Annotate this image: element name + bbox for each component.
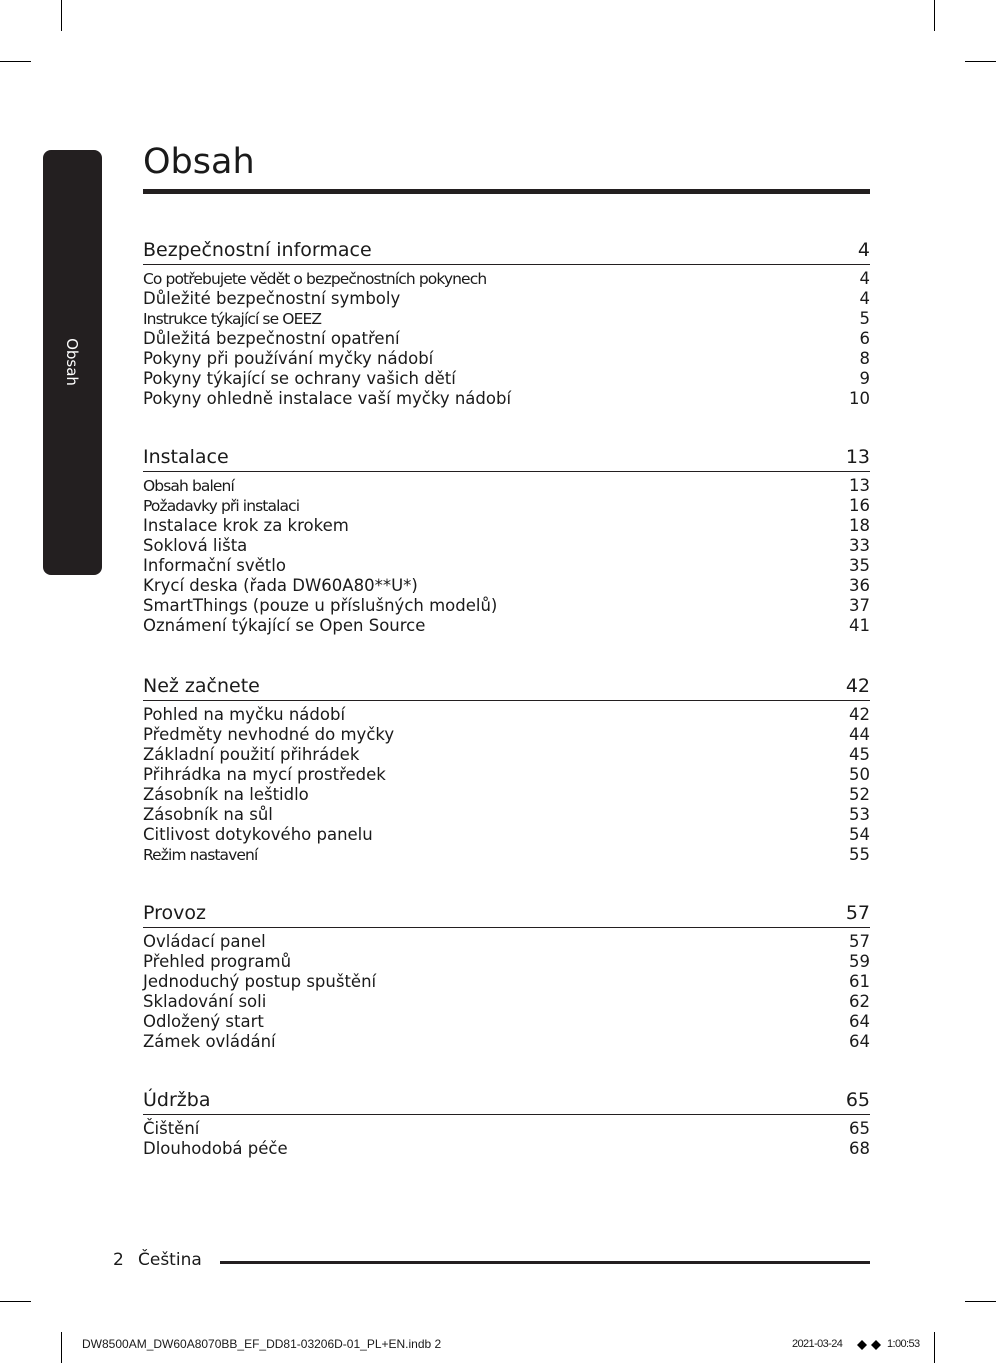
toc-entry[interactable] [143,745,870,765]
toc-section-heading[interactable] [143,899,870,928]
toc-section-title: Než začnete [143,675,260,697]
toc-entry[interactable] [143,765,870,785]
toc-entry-page: 65 [849,1119,870,1138]
toc-entry-page: 9 [859,369,870,388]
toc-entry-title: Základní použití přihrádek [143,745,360,764]
toc-entry-title: Zásobník na leštidlo [143,785,309,804]
toc-section-heading[interactable] [143,443,870,472]
toc-entry-title: Jednoduchý postup spuštění [143,972,377,991]
toc-entry-page: 35 [849,556,870,575]
toc-section [143,443,870,636]
toc-entry-title: Zásobník na sůl [143,805,273,824]
toc-entry-title: Oznámení týkající se Open Source [143,616,426,635]
toc-entry-title: Co potřebujete vědět o bezpečnostních pokynech [143,270,487,288]
toc-entry-page: 16 [849,496,870,515]
toc-entry-page: 4 [859,289,870,308]
toc-entry-title: Režim nastavení [143,846,258,864]
toc-entry-page: 33 [849,536,870,555]
toc-entry-page: 10 [849,389,870,408]
toc-entry-title: Důležité bezpečnostní symboly [143,289,401,308]
toc-entry-page: 62 [849,992,870,1011]
toc-entry-title: Pokyny při používání myčky nádobí [143,349,434,368]
toc-entry-page: 6 [859,329,870,348]
toc-section [143,236,870,409]
toc-entry[interactable] [143,972,870,992]
toc-section-heading[interactable] [143,236,870,265]
toc-section-heading[interactable] [143,672,870,701]
toc-entry[interactable] [143,389,870,409]
toc-entry[interactable] [143,932,870,952]
page-title: Obsah [143,142,255,182]
toc-entry-title: Pohled na myčku nádobí [143,705,346,724]
toc-entry[interactable] [143,496,870,516]
toc-section-page: 65 [845,1089,870,1111]
toc-section-title: Provoz [143,902,206,924]
table-of-contents [143,236,870,1193]
toc-entry-title: Citlivost dotykového panelu [143,825,373,844]
toc-entry-title: Pokyny týkající se ochrany vašich dětí [143,369,456,388]
crop-mark [61,1332,62,1363]
toc-entry-page: 53 [849,805,870,824]
crop-mark [965,61,996,62]
toc-entry-page: 4 [859,269,870,288]
toc-entry-title: Přehled programů [143,952,292,971]
toc-section-page: 13 [845,446,870,468]
toc-entry-page: 55 [849,845,870,864]
toc-entry-title: Čištění [143,1119,200,1138]
toc-entry[interactable] [143,309,870,329]
toc-entry[interactable] [143,805,870,825]
crop-mark [61,0,62,31]
toc-section [143,672,870,865]
toc-entry-page: 5 [859,309,870,328]
toc-entry[interactable] [143,516,870,536]
toc-entry-title: Přihrádka na mycí prostředek [143,765,386,784]
toc-entry[interactable] [143,289,870,309]
toc-entry[interactable] [143,596,870,616]
toc-entry[interactable] [143,269,870,289]
toc-entry-title: Skladování soli [143,992,267,1011]
toc-entry-page: 59 [849,952,870,971]
toc-entry-page: 41 [849,616,870,635]
toc-entry-title: Pokyny ohledně instalace vaší myčky nádobí [143,389,512,408]
toc-entry[interactable] [143,725,870,745]
toc-entry-title: Instrukce týkající se OEEZ [143,310,322,328]
toc-entry-title: Dlouhodobá péče [143,1139,288,1158]
toc-section-page: 42 [845,675,870,697]
toc-section-heading[interactable] [143,1086,870,1115]
toc-entry-page: 64 [849,1032,870,1051]
toc-section-page: 4 [857,239,870,261]
registration-marks-icon [856,1339,884,1351]
crop-mark [0,1301,31,1302]
toc-entry-title: Předměty nevhodné do myčky [143,725,395,744]
toc-entry-title: Požadavky při instalaci [143,497,300,515]
toc-section-title: Instalace [143,446,229,468]
toc-entry[interactable] [143,369,870,389]
crop-mark [965,1301,996,1302]
toc-entry-page: 50 [849,765,870,784]
toc-entry[interactable] [143,476,870,496]
toc-entry[interactable] [143,536,870,556]
toc-entry-title: Odložený start [143,1012,264,1031]
footer-language: Čeština [138,1250,202,1270]
toc-entry-title: Obsah balení [143,477,234,495]
crop-mark [0,61,31,62]
toc-entry-title: Důležitá bezpečnostní opatření [143,329,400,348]
toc-section-page: 57 [845,902,870,924]
toc-entry[interactable] [143,1139,870,1159]
slug-time: 1:00:53 [887,1338,920,1350]
toc-entry-page: 64 [849,1012,870,1031]
toc-entry[interactable] [143,1032,870,1052]
toc-entry[interactable] [143,556,870,576]
toc-entry-page: 52 [849,785,870,804]
toc-entry[interactable] [143,952,870,972]
toc-entry-title: Krycí deska (řada DW60A80**U*) [143,576,418,595]
toc-entry-page: 57 [849,932,870,951]
toc-entry-title: SmartThings (pouze u příslušných modelů) [143,596,498,615]
toc-entry[interactable] [143,329,870,349]
toc-entry-page: 61 [849,972,870,991]
toc-entry-title: Zámek ovládání [143,1032,276,1051]
toc-section [143,899,870,1052]
toc-entry[interactable] [143,1119,870,1139]
toc-entry-title: Soklová lišta [143,536,248,555]
toc-entry-title: Instalace krok za krokem [143,516,349,535]
toc-entry[interactable] [143,349,870,369]
footer-page-number: 2 [113,1250,124,1270]
toc-entry[interactable] [143,785,870,805]
toc-entry-page: 45 [849,745,870,764]
toc-entry-title: Ovládací panel [143,932,266,951]
toc-entry[interactable] [143,992,870,1012]
toc-entry-page: 44 [849,725,870,744]
toc-entry-page: 54 [849,825,870,844]
toc-entry[interactable] [143,616,870,636]
toc-entry[interactable] [143,825,870,845]
toc-entry-page: 42 [849,705,870,724]
toc-entry-page: 8 [859,349,870,368]
crop-mark [934,1332,935,1363]
toc-entry[interactable] [143,705,870,725]
toc-section-title: Bezpečnostní informace [143,239,372,261]
toc-entry-title: Informační světlo [143,556,286,575]
title-rule [143,189,870,194]
toc-entry-page: 68 [849,1139,870,1158]
toc-entry[interactable] [143,576,870,596]
slug-date: 2021-03-24 [792,1338,843,1350]
side-tab-label: Obsah [63,338,81,386]
crop-mark [934,0,935,31]
slug-filename: DW8500AM_DW60A8070BB_EF_DD81-03206D-01_PL+EN.indb 2 [82,1337,442,1351]
toc-section-title: Údržba [143,1089,211,1111]
toc-entry-page: 37 [849,596,870,615]
toc-entry[interactable] [143,1012,870,1032]
footer-rule [220,1261,870,1264]
toc-entry-page: 36 [849,576,870,595]
toc-entry[interactable] [143,845,870,865]
toc-section [143,1086,870,1159]
toc-entry-page: 18 [849,516,870,535]
toc-entry-page: 13 [849,476,870,495]
